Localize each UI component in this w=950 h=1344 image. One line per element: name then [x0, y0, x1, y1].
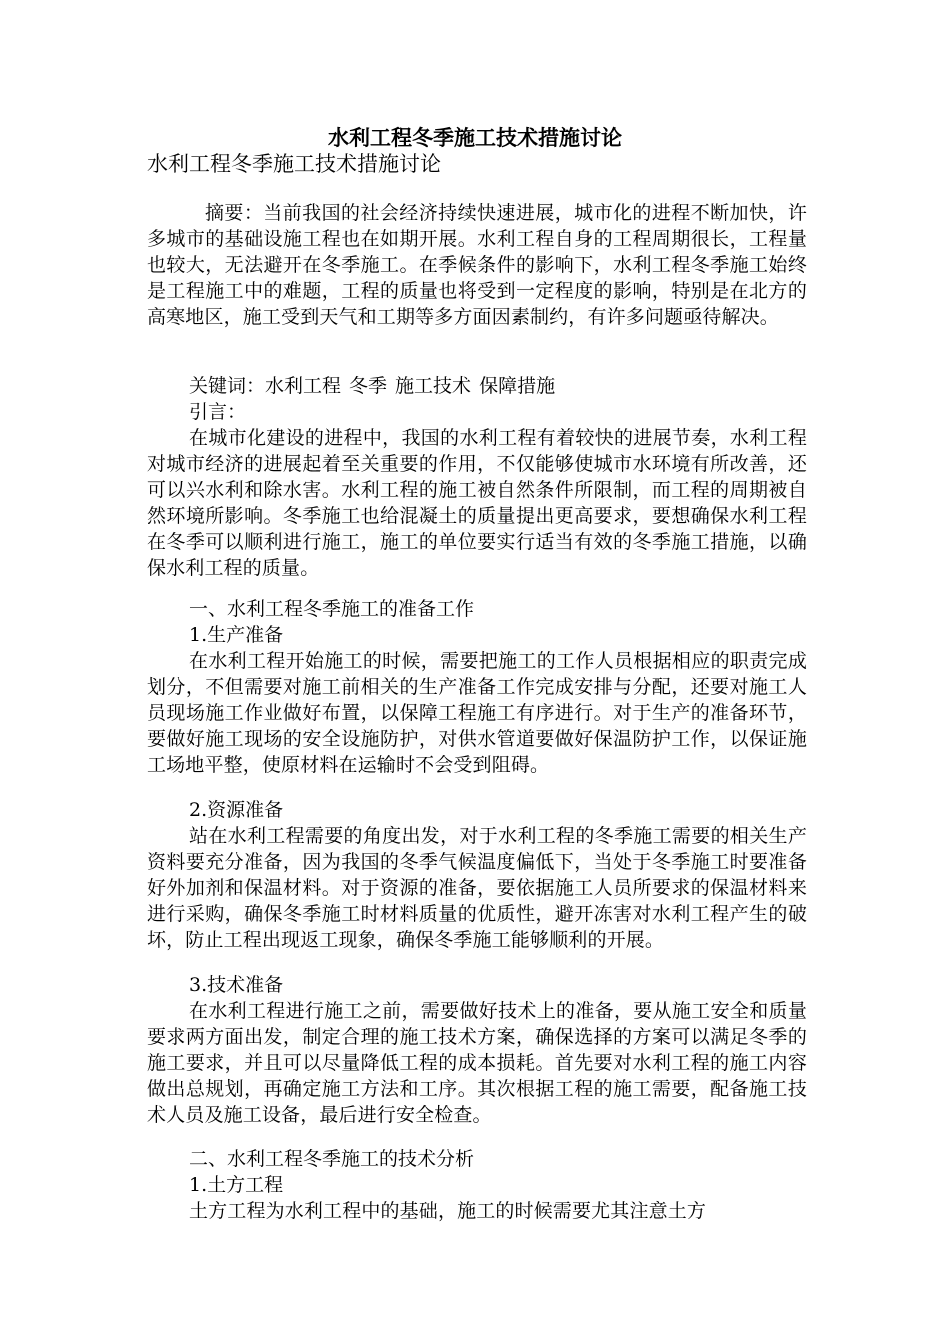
keyword: 冬季: [349, 375, 388, 397]
section-paragraph: 土方工程为水利工程中的基础，施工的时候需要尤其注意土方: [189, 1200, 707, 1222]
intro-paragraph: 在城市化建设的进程中，我国的水利工程有着较快的进展节奏，水利工程对城市经济的进展起着至关重要的作用，不仅能够使城市水环境有所改善，还可以兴水利和除水害。水利工程的施工被自然条件所限制，而工程的周期被自然环境所影响。冬季施工也给混凝土的质量提出更高要求，要想确保水利工程在冬季可以顺利进行施工，施工的单位要实行适当有效的冬季施工措施，以确保水利工程的质量。: [147, 427, 807, 579]
subsection-heading: 1.土方工程: [189, 1174, 284, 1196]
section-heading: 二、水利工程冬季施工的技术分析: [189, 1148, 475, 1170]
keywords-label: 关键词：: [189, 375, 266, 397]
document-subtitle: 水利工程冬季施工技术措施讨论: [147, 152, 441, 176]
abstract-paragraph: 摘要：当前我国的社会经济持续快速进展，城市化的进程不断加快，许多城市的基础设施工程也在如期开展。水利工程自身的工程周期很长，工程量也较大，无法避开在冬季施工。在季候条件的影响下，水利工程冬季施工始终是工程施工中的难题，工程的质量也将受到一定程度的影响，特别是在北方的高寒地区，施工受到天气和工期等多方面因素制约，有许多问题亟待解决。: [147, 202, 807, 328]
keywords-line: [189, 373, 555, 399]
section-paragraph: 在水利工程进行施工之前，需要做好技术上的准备，要从施工安全和质量要求两方面出发，制定合理的施工技术方案，确保选择的方案可以满足冬季的施工要求，并且可以尽量降低工程的成本损耗。首先要对水利工程的施工内容做出总规划，再确定施工方法和工序。其次根据工程的施工需要，配备施工技术人员及施工设备，最后进行安全检查。: [147, 1000, 807, 1126]
keyword: 施工技术: [395, 375, 472, 397]
keyword: 保障措施: [479, 375, 556, 397]
subsection-heading: 3.技术准备: [189, 974, 284, 996]
document-title: 水利工程冬季施工技术措施讨论: [328, 125, 622, 150]
subsection-heading: 1.生产准备: [189, 624, 284, 646]
section-heading: 一、水利工程冬季施工的准备工作: [189, 598, 475, 620]
intro-label: 引言：: [189, 401, 247, 423]
keyword: 水利工程: [265, 375, 342, 397]
subsection-heading: 2.资源准备: [189, 799, 284, 821]
section-paragraph: 在水利工程开始施工的时候，需要把施工的工作人员根据相应的职责完成划分，不但需要对施工前相关的生产准备工作完成安排与分配，还要对施工人员现场施工作业做好布置，以保障工程施工有序进行。对于生产的准备环节，要做好施工现场的安全设施防护，对供水管道要做好保温防护工作，以保证施工场地平整，使原材料在运输时不会受到阻碍。: [147, 650, 807, 776]
section-paragraph: 站在水利工程需要的角度出发，对于水利工程的冬季施工需要的相关生产资料要充分准备，因为我国的冬季气候温度偏低下，当处于冬季施工时要准备好外加剂和保温材料。对于资源的准备，要依据施工人员所要求的保温材料来进行采购，确保冬季施工时材料质量的优质性，避开冻害对水利工程产生的破坏，防止工程出现返工现象，确保冬季施工能够顺利的开展。: [147, 825, 807, 951]
